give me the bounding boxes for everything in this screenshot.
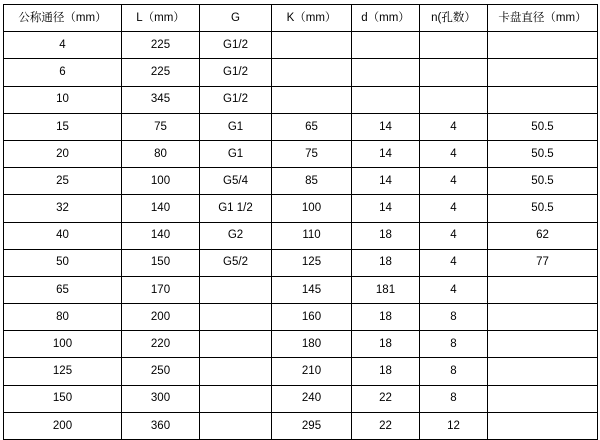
cell-d: 181 [352,276,420,303]
table-row [4,140,598,167]
cell-thread: G1/2 [200,59,272,86]
table-row [4,331,598,358]
table-row [4,304,598,331]
cell-hole-count: 4 [420,249,488,276]
cell-chuck-diameter [488,59,598,86]
cell-d: 14 [352,140,420,167]
cell-d: 18 [352,249,420,276]
cell-hole-count [420,32,488,59]
cell-d: 18 [352,331,420,358]
cell-nominal-diameter: 65 [4,276,122,303]
cell-length: 150 [122,249,200,276]
cell-d: 18 [352,358,420,385]
table-row [4,195,598,222]
cell-chuck-diameter: 62 [488,222,598,249]
cell-thread: G1 1/2 [200,195,272,222]
cell-k: 110 [272,222,352,249]
cell-k: 75 [272,140,352,167]
table-row [4,222,598,249]
cell-nominal-diameter: 50 [4,249,122,276]
cell-hole-count: 12 [420,412,488,439]
table-row [4,412,598,439]
cell-d: 22 [352,385,420,412]
cell-thread [200,304,272,331]
cell-thread [200,385,272,412]
column-header-hole-count: n(孔数） [420,5,488,32]
cell-d: 18 [352,304,420,331]
cell-thread: G1/2 [200,32,272,59]
cell-nominal-diameter: 6 [4,59,122,86]
cell-d: 14 [352,195,420,222]
cell-nominal-diameter: 150 [4,385,122,412]
cell-d: 18 [352,222,420,249]
cell-hole-count [420,59,488,86]
cell-hole-count: 4 [420,113,488,140]
cell-thread: G1 [200,140,272,167]
cell-k [272,86,352,113]
cell-chuck-diameter [488,304,598,331]
cell-length: 345 [122,86,200,113]
cell-hole-count: 4 [420,195,488,222]
cell-chuck-diameter [488,358,598,385]
cell-thread: G1/2 [200,86,272,113]
cell-nominal-diameter: 80 [4,304,122,331]
cell-chuck-diameter: 77 [488,249,598,276]
cell-thread [200,358,272,385]
cell-nominal-diameter: 125 [4,358,122,385]
cell-chuck-diameter [488,412,598,439]
cell-nominal-diameter: 25 [4,168,122,195]
cell-nominal-diameter: 200 [4,412,122,439]
cell-length: 300 [122,385,200,412]
cell-thread [200,276,272,303]
cell-thread: G2 [200,222,272,249]
table-row [4,32,598,59]
cell-nominal-diameter: 40 [4,222,122,249]
cell-hole-count: 4 [420,168,488,195]
column-header-thread: G [200,5,272,32]
cell-hole-count: 4 [420,276,488,303]
cell-d: 14 [352,113,420,140]
cell-length: 250 [122,358,200,385]
cell-chuck-diameter [488,331,598,358]
table-row [4,276,598,303]
cell-k: 210 [272,358,352,385]
cell-length: 200 [122,304,200,331]
table-row [4,113,598,140]
column-header-length: L（mm） [122,5,200,32]
cell-hole-count: 4 [420,140,488,167]
cell-nominal-diameter: 32 [4,195,122,222]
cell-chuck-diameter: 50.5 [488,113,598,140]
cell-d [352,86,420,113]
cell-length: 220 [122,331,200,358]
cell-k: 160 [272,304,352,331]
cell-d [352,59,420,86]
cell-thread: G5/2 [200,249,272,276]
table-row [4,168,598,195]
cell-length: 100 [122,168,200,195]
cell-hole-count: 8 [420,385,488,412]
cell-length: 225 [122,59,200,86]
table-row [4,249,598,276]
cell-length: 360 [122,412,200,439]
cell-thread: G1 [200,113,272,140]
column-header-nominal-diameter: 公称通径（mm） [4,5,122,32]
cell-chuck-diameter: 50.5 [488,140,598,167]
cell-chuck-diameter [488,86,598,113]
column-header-k: K（mm） [272,5,352,32]
table-header-row [4,5,598,32]
cell-length: 75 [122,113,200,140]
cell-chuck-diameter: 50.5 [488,168,598,195]
cell-d: 22 [352,412,420,439]
cell-k: 65 [272,113,352,140]
cell-hole-count: 4 [420,222,488,249]
column-header-d: d（mm） [352,5,420,32]
cell-thread: G5/4 [200,168,272,195]
cell-length: 80 [122,140,200,167]
cell-thread [200,412,272,439]
cell-nominal-diameter: 20 [4,140,122,167]
table-row [4,86,598,113]
cell-nominal-diameter: 100 [4,331,122,358]
cell-hole-count: 8 [420,331,488,358]
column-header-chuck-diameter: 卡盘直径（mm） [488,5,598,32]
cell-d: 14 [352,168,420,195]
cell-hole-count: 8 [420,304,488,331]
cell-length: 140 [122,222,200,249]
cell-thread [200,331,272,358]
table-row [4,385,598,412]
cell-hole-count: 8 [420,358,488,385]
specification-table [3,4,598,440]
table-row [4,59,598,86]
cell-nominal-diameter: 10 [4,86,122,113]
cell-nominal-diameter: 15 [4,113,122,140]
cell-d [352,32,420,59]
table-row [4,358,598,385]
cell-chuck-diameter [488,276,598,303]
cell-k [272,59,352,86]
cell-length: 225 [122,32,200,59]
cell-chuck-diameter [488,385,598,412]
cell-length: 140 [122,195,200,222]
cell-k: 100 [272,195,352,222]
cell-k: 180 [272,331,352,358]
cell-k: 240 [272,385,352,412]
cell-chuck-diameter: 50.5 [488,195,598,222]
cell-k: 85 [272,168,352,195]
cell-k: 125 [272,249,352,276]
cell-chuck-diameter [488,32,598,59]
cell-nominal-diameter: 4 [4,32,122,59]
cell-k: 145 [272,276,352,303]
cell-k: 295 [272,412,352,439]
cell-length: 170 [122,276,200,303]
cell-hole-count [420,86,488,113]
cell-k [272,32,352,59]
